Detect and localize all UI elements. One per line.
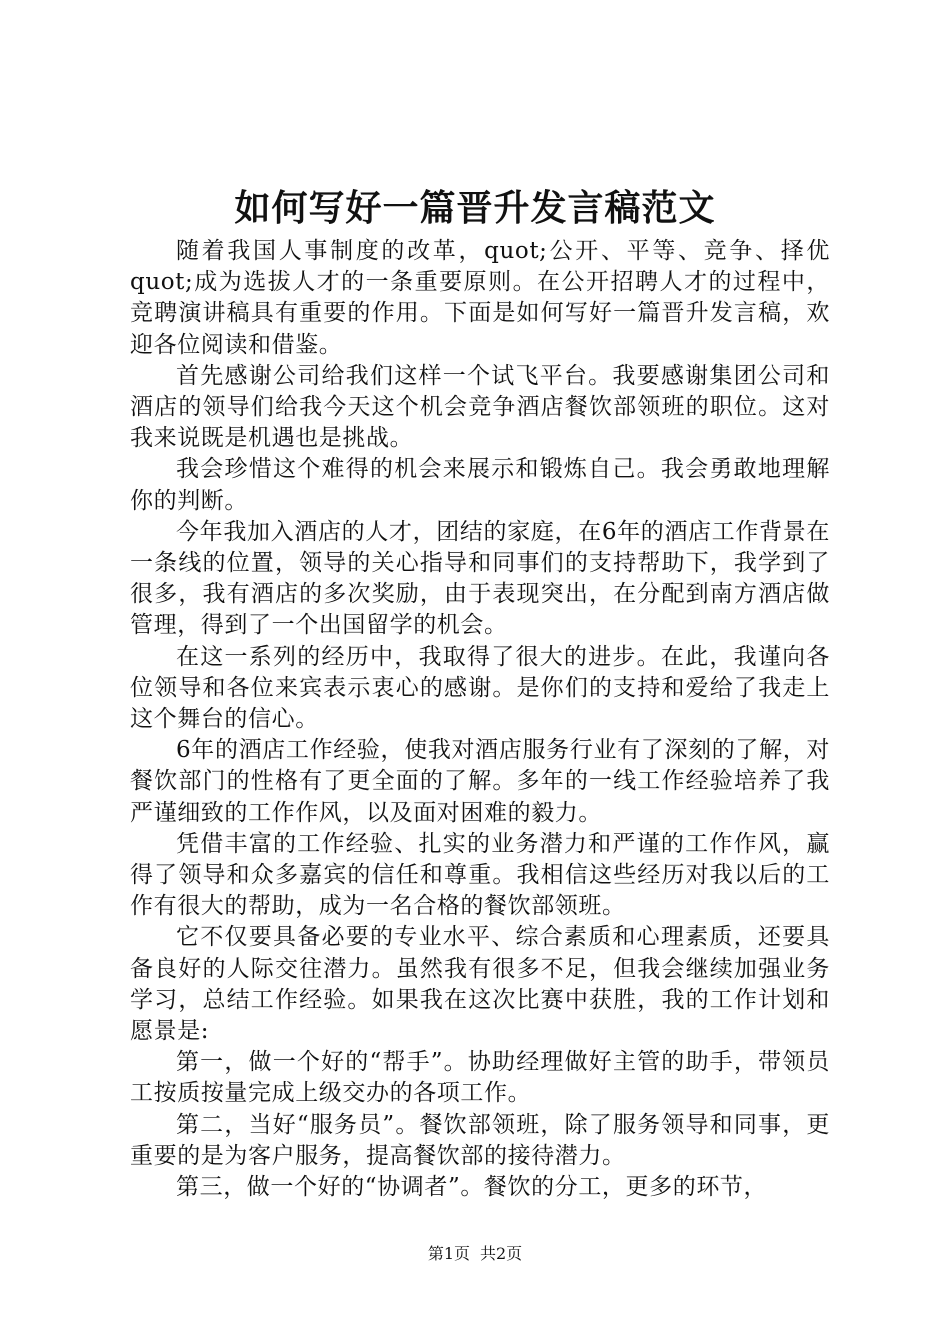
page-footer (0, 1242, 950, 1266)
paragraph: 第二，当好“服务员”。餐饮部领班，除了服务领导和同事，更重要的是为客户服务，提高餐饮部的接待潜力。 (130, 1111, 830, 1169)
paragraph: 首先感谢公司给我们这样一个试飞平台。我要感谢集团公司和酒店的领导们给我今天这个机会竞争酒店餐饮部领班的职位。这对我来说既是机遇也是挑战。 (130, 362, 830, 452)
paragraph: 6年的酒店工作经验，使我对酒店服务行业有了深刻的了解，对餐饮部门的性格有了更全面的了解。多年的一线工作经验培养了我严谨细致的工作作风，以及面对困难的毅力。 (130, 737, 830, 826)
paragraph: 我会珍惜这个难得的机会来展示和锻炼自己。我会勇敢地理解你的判断。 (130, 456, 830, 514)
paragraph: 随着我国人事制度的改革，quot;公开、平等、竞争、择优quot;成为选拔人才的一条重要原则。在公开招聘人才的过程中，竞聘演讲稿具有重要的作用。下面是如何写好一篇晋升发言稿，欢迎各位阅读和借鉴。 (130, 238, 830, 358)
paragraph: 第三，做一个好的“协调者”。餐饮的分工，更多的环节， (176, 1174, 768, 1201)
paragraph: 第一，做一个好的“帮手”。协助经理做好主管的助手，带领员工按质按量完成上级交办的各项工作。 (130, 1049, 830, 1107)
document-title: 如何写好一篇晋升发言稿范文 (234, 187, 716, 229)
paragraph: 凭借丰富的工作经验、扎实的业务潜力和严谨的工作作风，赢得了领导和众多嘉宾的信任和尊重。我相信这些经历对我以后的工作有很大的帮助，成为一名合格的餐饮部领班。 (130, 830, 830, 920)
page-number-current: 第1页 (427, 1244, 470, 1263)
paragraph: 它不仅要具备必要的专业水平、综合素质和心理素质，还要具备良好的人际交往潜力。虽然我有很多不足，但我会继续加强业务学习，总结工作经验。如果我在这次比赛中获胜，我的工作计划和愿景是: (130, 924, 830, 1045)
paragraph: 在这一系列的经历中，我取得了很大的进步。在此，我谨向各位领导和各位来宾表示衷心的感谢。是你们的支持和爱给了我走上这个舞台的信心。 (130, 643, 830, 733)
paragraph: 今年我加入酒店的人才，团结的家庭，在6年的酒店工作背景在一条线的位置，领导的关心指导和同事们的支持帮助下，我学到了很多，我有酒店的多次奖励，由于表现突出，在分配到南方酒店做管理，得到了一个出国留学的机会。 (130, 518, 830, 639)
page-number-total: 共2页 (480, 1244, 523, 1263)
document-body (130, 236, 830, 1203)
